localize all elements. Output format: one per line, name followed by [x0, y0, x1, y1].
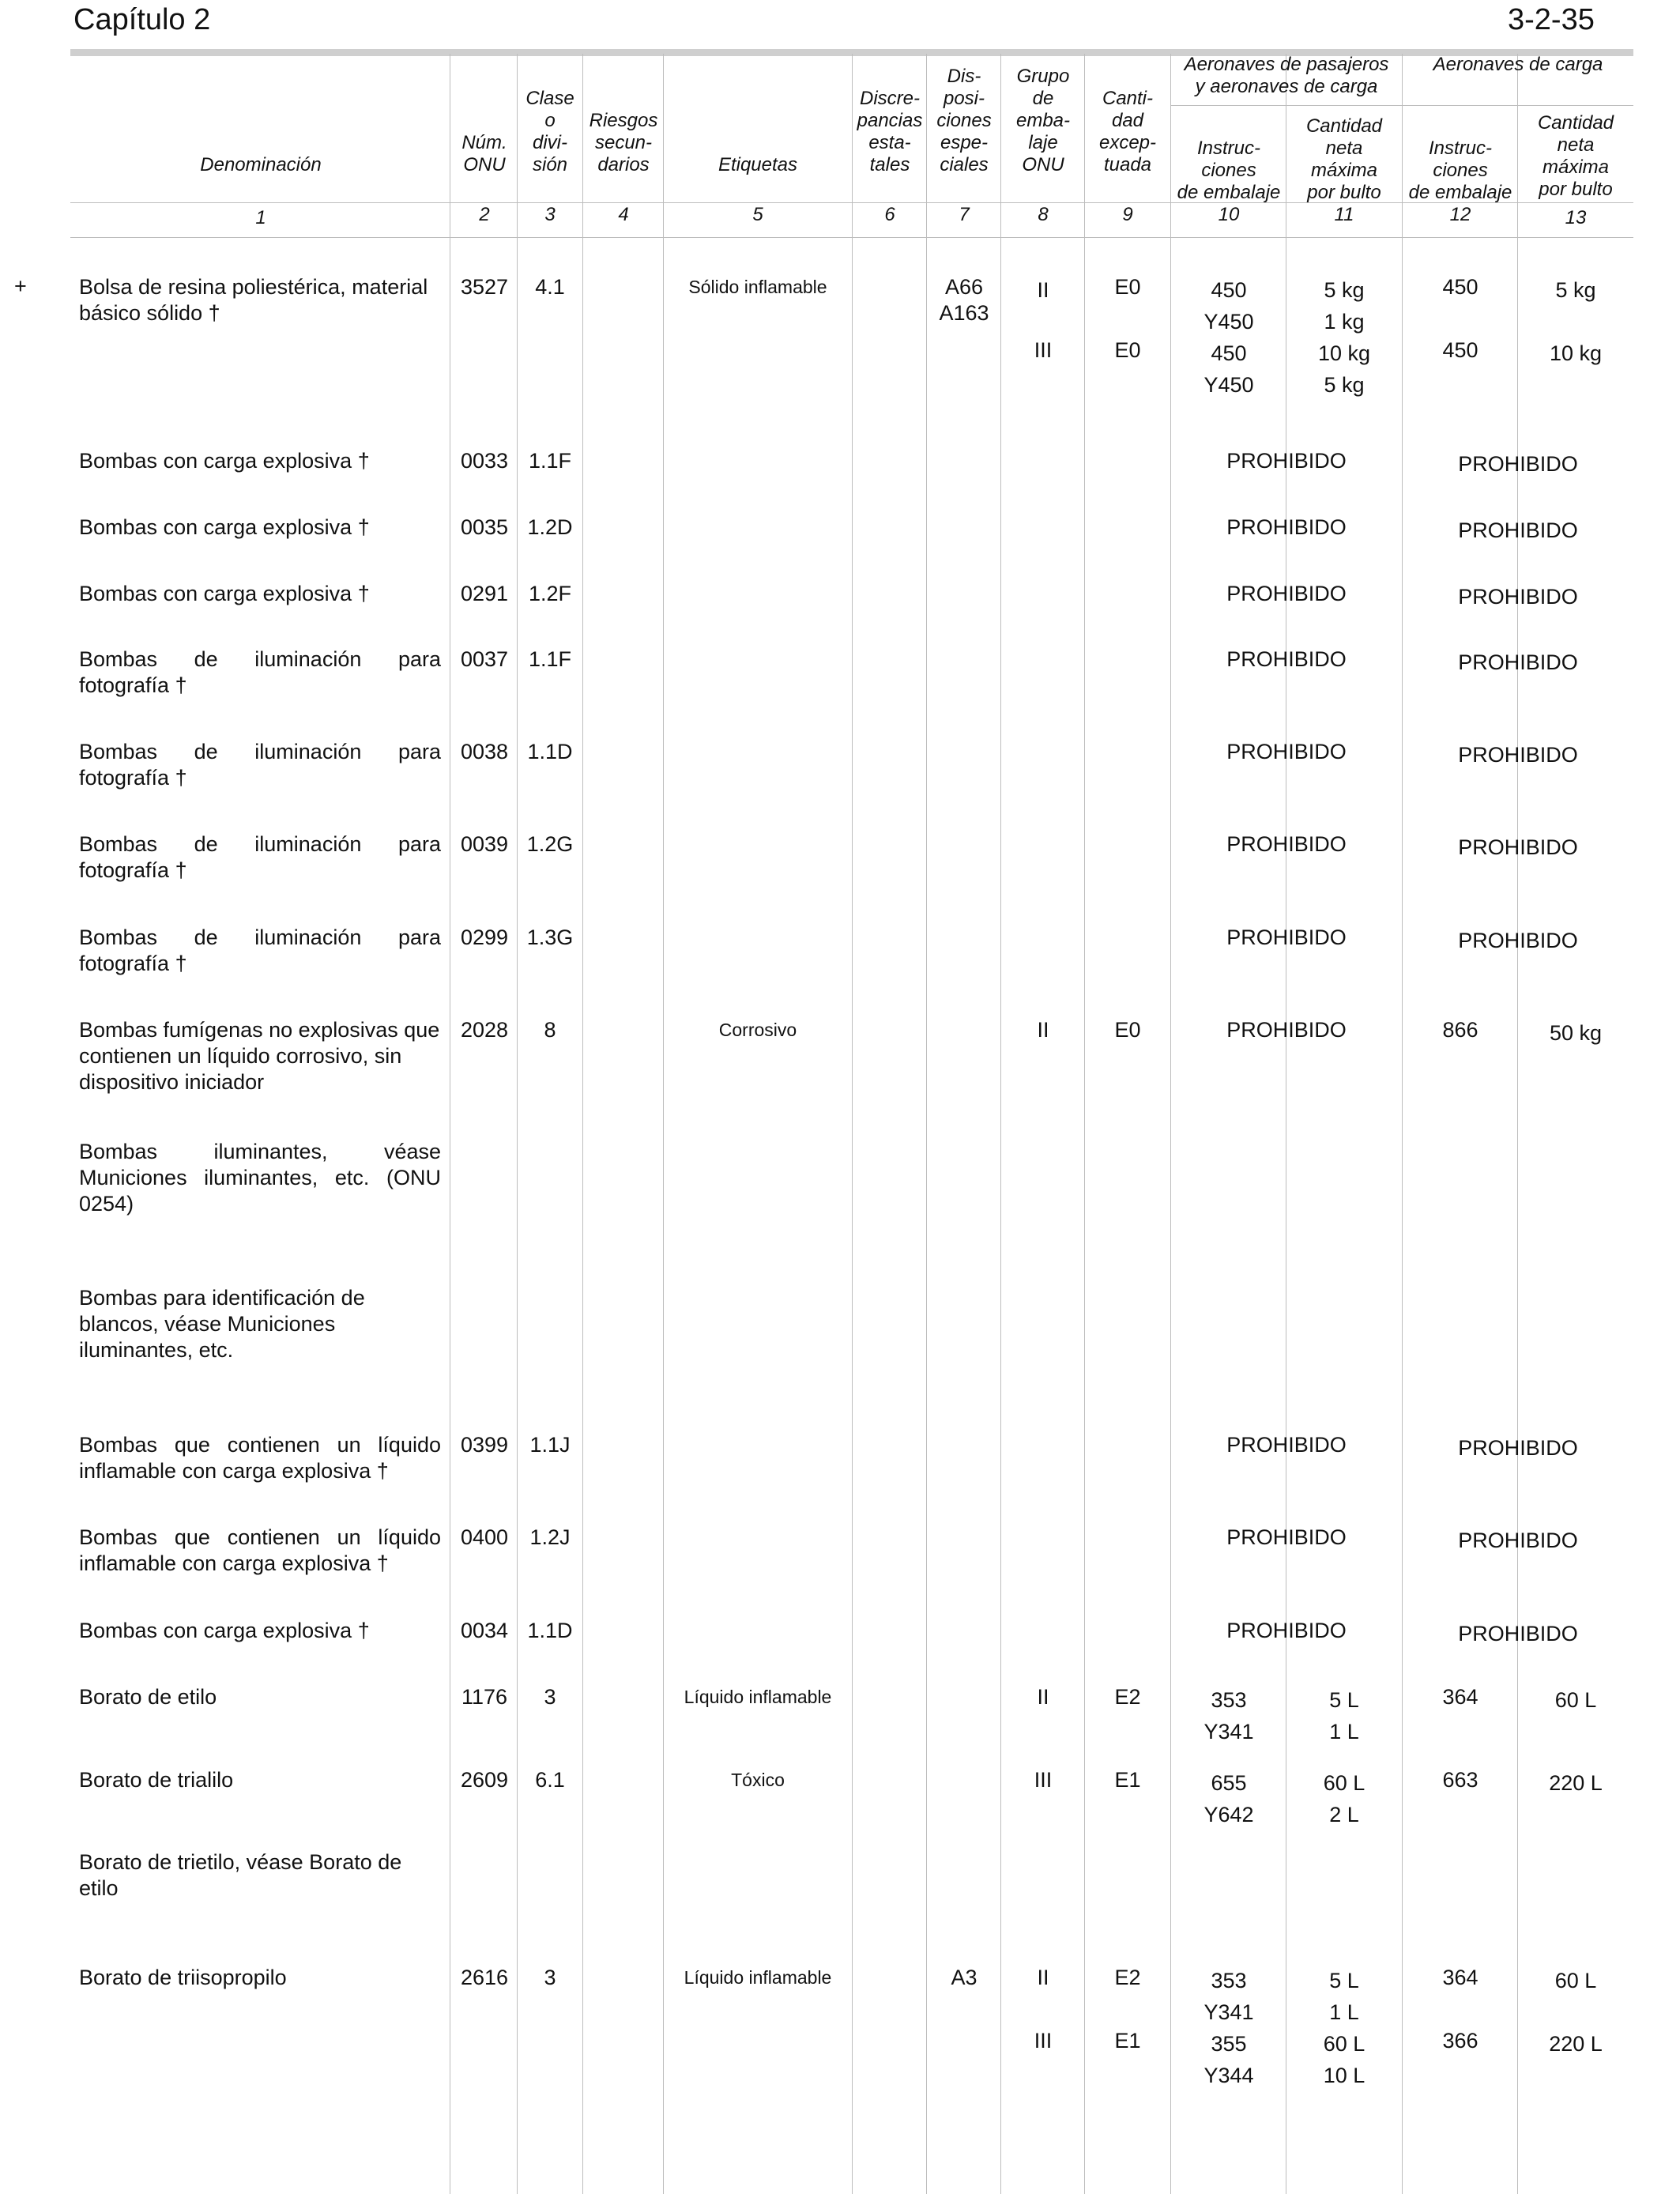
prohibited-cao: PROHIBIDO: [1458, 650, 1578, 674]
max-net-quantity-cao: 220 L: [1549, 1771, 1603, 1795]
header-discrepancias: Discre- pancias esta- tales: [857, 88, 923, 175]
proper-shipping-name: Borato de etilo: [79, 1685, 217, 1709]
prohibited-pax: PROHIBIDO: [1226, 1525, 1347, 1549]
packing-instruction-pax: 450 Y450 450 Y450: [1203, 278, 1254, 397]
header-num-onu: Núm. ONU: [461, 132, 507, 175]
packing-group: II: [1037, 1685, 1049, 1709]
packing-instruction-cao: 663: [1442, 1768, 1478, 1792]
class-division: 1.2F: [528, 582, 572, 605]
col-number-5: 5: [752, 204, 763, 225]
un-number: 0033: [460, 449, 509, 473]
class-division: 3: [544, 1966, 556, 1989]
un-number: 0291: [460, 582, 509, 605]
proper-shipping-name: Bombas con carga explosiva †: [79, 449, 370, 473]
header-pasajeros-group: Aeronaves de pasajeros y aeronaves de carga: [1184, 54, 1389, 97]
prohibited-pax: PROHIBIDO: [1226, 582, 1347, 605]
proper-shipping-name: Bombas de iluminación para fotografía †: [79, 925, 441, 975]
un-number: 0399: [460, 1433, 509, 1457]
hazard-label: Tóxico: [731, 1770, 785, 1790]
proper-shipping-name: Bombas que contienen un líquido inflamable con carga explosiva †: [79, 1433, 441, 1483]
un-number: 2028: [460, 1018, 509, 1042]
proper-shipping-name: Bolsa de resina poliestérica, material básico sólido †: [79, 275, 428, 325]
proper-shipping-name: Bombas que contienen un líquido inflamable con carga explosiva †: [79, 1525, 441, 1575]
prohibited-cao: PROHIBIDO: [1458, 1622, 1578, 1646]
proper-shipping-name: Bombas con carga explosiva †: [79, 582, 370, 605]
hazard-label: Corrosivo: [718, 1020, 797, 1040]
un-number: 0035: [460, 515, 509, 539]
hazard-label: Líquido inflamable: [684, 1687, 832, 1707]
max-net-quantity-cao: 50 kg: [1549, 1021, 1603, 1045]
prohibited-pax: PROHIBIDO: [1226, 449, 1347, 473]
col-number-11: 11: [1334, 204, 1354, 225]
prohibited-cao: PROHIBIDO: [1458, 1529, 1578, 1552]
packing-instruction-cao: 450: [1442, 275, 1478, 299]
class-division: 1.1D: [527, 1619, 573, 1642]
class-division: 1.1F: [528, 449, 572, 473]
header-grupo: Grupo de emba- laje ONU: [1015, 66, 1071, 175]
prohibited-pax: PROHIBIDO: [1226, 925, 1347, 949]
special-provisions: A66 A163: [939, 275, 989, 325]
packing-group: III: [1034, 1768, 1053, 1792]
class-division: 6.1: [535, 1768, 565, 1792]
amendment-marker: +: [14, 274, 27, 298]
prohibited-pax: PROHIBIDO: [1226, 740, 1347, 763]
proper-shipping-name: Bombas de iluminación para fotografía †: [79, 740, 441, 790]
col-number-1: 1: [255, 207, 266, 228]
header-instrucciones-cao: Instruc- ciones de embalaje: [1408, 138, 1512, 203]
max-net-quantity-cao: 220 L: [1549, 2032, 1603, 2056]
prohibited-cao: PROHIBIDO: [1458, 743, 1578, 767]
col-number-13: 13: [1565, 207, 1587, 228]
un-number: 1176: [461, 1685, 508, 1709]
header-etiquetas: Etiquetas: [718, 154, 798, 175]
proper-shipping-name: Borato de triisopropilo: [79, 1966, 287, 1989]
un-number: 0037: [460, 647, 509, 671]
class-division: 1.3G: [526, 925, 574, 949]
header-riesgos: Riesgos secun- darios: [589, 110, 658, 175]
prohibited-pax: PROHIBIDO: [1226, 832, 1347, 856]
prohibited-cao: PROHIBIDO: [1458, 585, 1578, 609]
packing-group: II: [1037, 1966, 1049, 1989]
un-number: 0299: [460, 925, 509, 949]
prohibited-cao: PROHIBIDO: [1458, 1436, 1578, 1460]
packing-instruction-cao: 364: [1442, 1966, 1478, 1989]
proper-shipping-name: Bombas con carga explosiva †: [79, 1619, 370, 1642]
col-number-7: 7: [959, 204, 970, 225]
class-division: 1.2G: [526, 832, 574, 856]
prohibited-pax: PROHIBIDO: [1226, 1619, 1347, 1642]
class-division: 3: [544, 1685, 556, 1709]
excepted-quantity: E1: [1114, 1768, 1141, 1792]
col-number-2: 2: [479, 204, 490, 225]
proper-shipping-name: Bombas de iluminación para fotografía †: [79, 832, 441, 882]
header-cantidad-pax: Cantidad neta máxima por bulto: [1305, 115, 1383, 203]
max-net-quantity-pax: 5 L 1 L: [1329, 1688, 1359, 1744]
prohibited-pax: PROHIBIDO: [1226, 1018, 1347, 1042]
class-division: 1.1D: [527, 740, 573, 763]
packing-instruction-cao: 866: [1442, 1018, 1478, 1042]
prohibited-cao: PROHIBIDO: [1458, 518, 1578, 542]
un-number: 3527: [460, 275, 509, 299]
proper-shipping-name: Bombas fumígenas no explosivas que contienen un líquido corrosivo, sin dispositivo iniciador: [79, 1018, 440, 1094]
max-net-quantity-cao: 10 kg: [1549, 341, 1603, 365]
packing-group: III: [1034, 2029, 1053, 2053]
header-cantidad-exceptuada: Canti- dad excep- tuada: [1098, 88, 1157, 175]
header-disposiciones: Dis- posi- ciones espe- ciales: [936, 66, 992, 175]
packing-instruction-pax: 353 Y341: [1203, 1688, 1254, 1744]
col-number-12: 12: [1449, 204, 1471, 225]
excepted-quantity: E1: [1114, 2029, 1141, 2053]
un-number: 2609: [460, 1768, 509, 1792]
packing-instruction-pax: 353 Y341 355 Y344: [1203, 1969, 1254, 2087]
chapter-title: Capítulo 2: [73, 3, 211, 36]
max-net-quantity-cao: 60 L: [1554, 1969, 1597, 1992]
col-number-4: 4: [618, 204, 629, 225]
packing-group: II: [1037, 1018, 1049, 1042]
un-number: 2616: [460, 1966, 509, 1989]
proper-shipping-name: Bombas de iluminación para fotografía †: [79, 647, 441, 697]
class-division: 1.1F: [528, 647, 572, 671]
prohibited-pax: PROHIBIDO: [1226, 647, 1347, 671]
packing-group: III: [1034, 338, 1053, 362]
proper-shipping-name: Bombas iluminantes, véase Municiones iluminantes, etc. (ONU 0254): [79, 1140, 442, 1216]
packing-group: II: [1037, 278, 1049, 302]
max-net-quantity-cao: 5 kg: [1555, 278, 1596, 302]
header-carga-group: Aeronaves de carga: [1433, 54, 1603, 75]
prohibited-cao: PROHIBIDO: [1458, 452, 1578, 476]
col-number-10: 10: [1218, 204, 1240, 225]
prohibited-cao: PROHIBIDO: [1458, 929, 1578, 952]
un-number: 0400: [460, 1525, 509, 1549]
col-number-8: 8: [1038, 204, 1049, 225]
page-number: 3-2-35: [1508, 3, 1595, 36]
proper-shipping-name: Borato de trialilo: [79, 1768, 234, 1792]
excepted-quantity: E2: [1114, 1966, 1141, 1989]
max-net-quantity-cao: 60 L: [1554, 1688, 1597, 1712]
packing-instruction-cao: 450: [1442, 338, 1478, 362]
max-net-quantity-pax: 5 L 1 L 60 L 10 L: [1323, 1969, 1365, 2087]
excepted-quantity: E0: [1114, 275, 1141, 299]
max-net-quantity-pax: 60 L 2 L: [1323, 1771, 1365, 1826]
class-division: 4.1: [535, 275, 565, 299]
header-clase: Clase o divi- sión: [525, 88, 574, 175]
prohibited-cao: PROHIBIDO: [1458, 835, 1578, 859]
packing-instruction-cao: 366: [1442, 2029, 1478, 2053]
un-number: 0039: [460, 832, 509, 856]
prohibited-pax: PROHIBIDO: [1226, 515, 1347, 539]
header-denominacion: Denominación: [200, 154, 322, 175]
prohibited-pax: PROHIBIDO: [1226, 1433, 1347, 1457]
packing-instruction-pax: 655 Y642: [1203, 1771, 1254, 1826]
header-cantidad-cao: Cantidad neta máxima por bulto: [1537, 112, 1614, 200]
proper-shipping-name: Borato de trietilo, véase Borato de etilo: [79, 1850, 402, 1900]
proper-shipping-name: Bombas para identificación de blancos, véase Municiones iluminantes, etc.: [79, 1286, 365, 1362]
un-number: 0038: [460, 740, 509, 763]
hazard-label: Líquido inflamable: [684, 1967, 832, 1988]
excepted-quantity: E0: [1114, 338, 1141, 362]
packing-instruction-cao: 364: [1442, 1685, 1478, 1709]
class-division: 1.2J: [529, 1525, 571, 1549]
class-division: 1.2D: [527, 515, 573, 539]
max-net-quantity-pax: 5 kg 1 kg 10 kg 5 kg: [1317, 278, 1371, 397]
col-number-6: 6: [884, 204, 895, 225]
col-number-3: 3: [544, 204, 556, 225]
hazard-label: Sólido inflamable: [688, 277, 827, 297]
special-provisions: A3: [951, 1966, 977, 1989]
excepted-quantity: E2: [1114, 1685, 1141, 1709]
header-instrucciones-pax: Instruc- ciones de embalaje: [1177, 138, 1281, 203]
class-division: 1.1J: [529, 1433, 571, 1457]
class-division: 8: [544, 1018, 556, 1042]
col-number-9: 9: [1122, 204, 1133, 225]
proper-shipping-name: Bombas con carga explosiva †: [79, 515, 370, 539]
excepted-quantity: E0: [1114, 1018, 1141, 1042]
un-number: 0034: [460, 1619, 509, 1642]
